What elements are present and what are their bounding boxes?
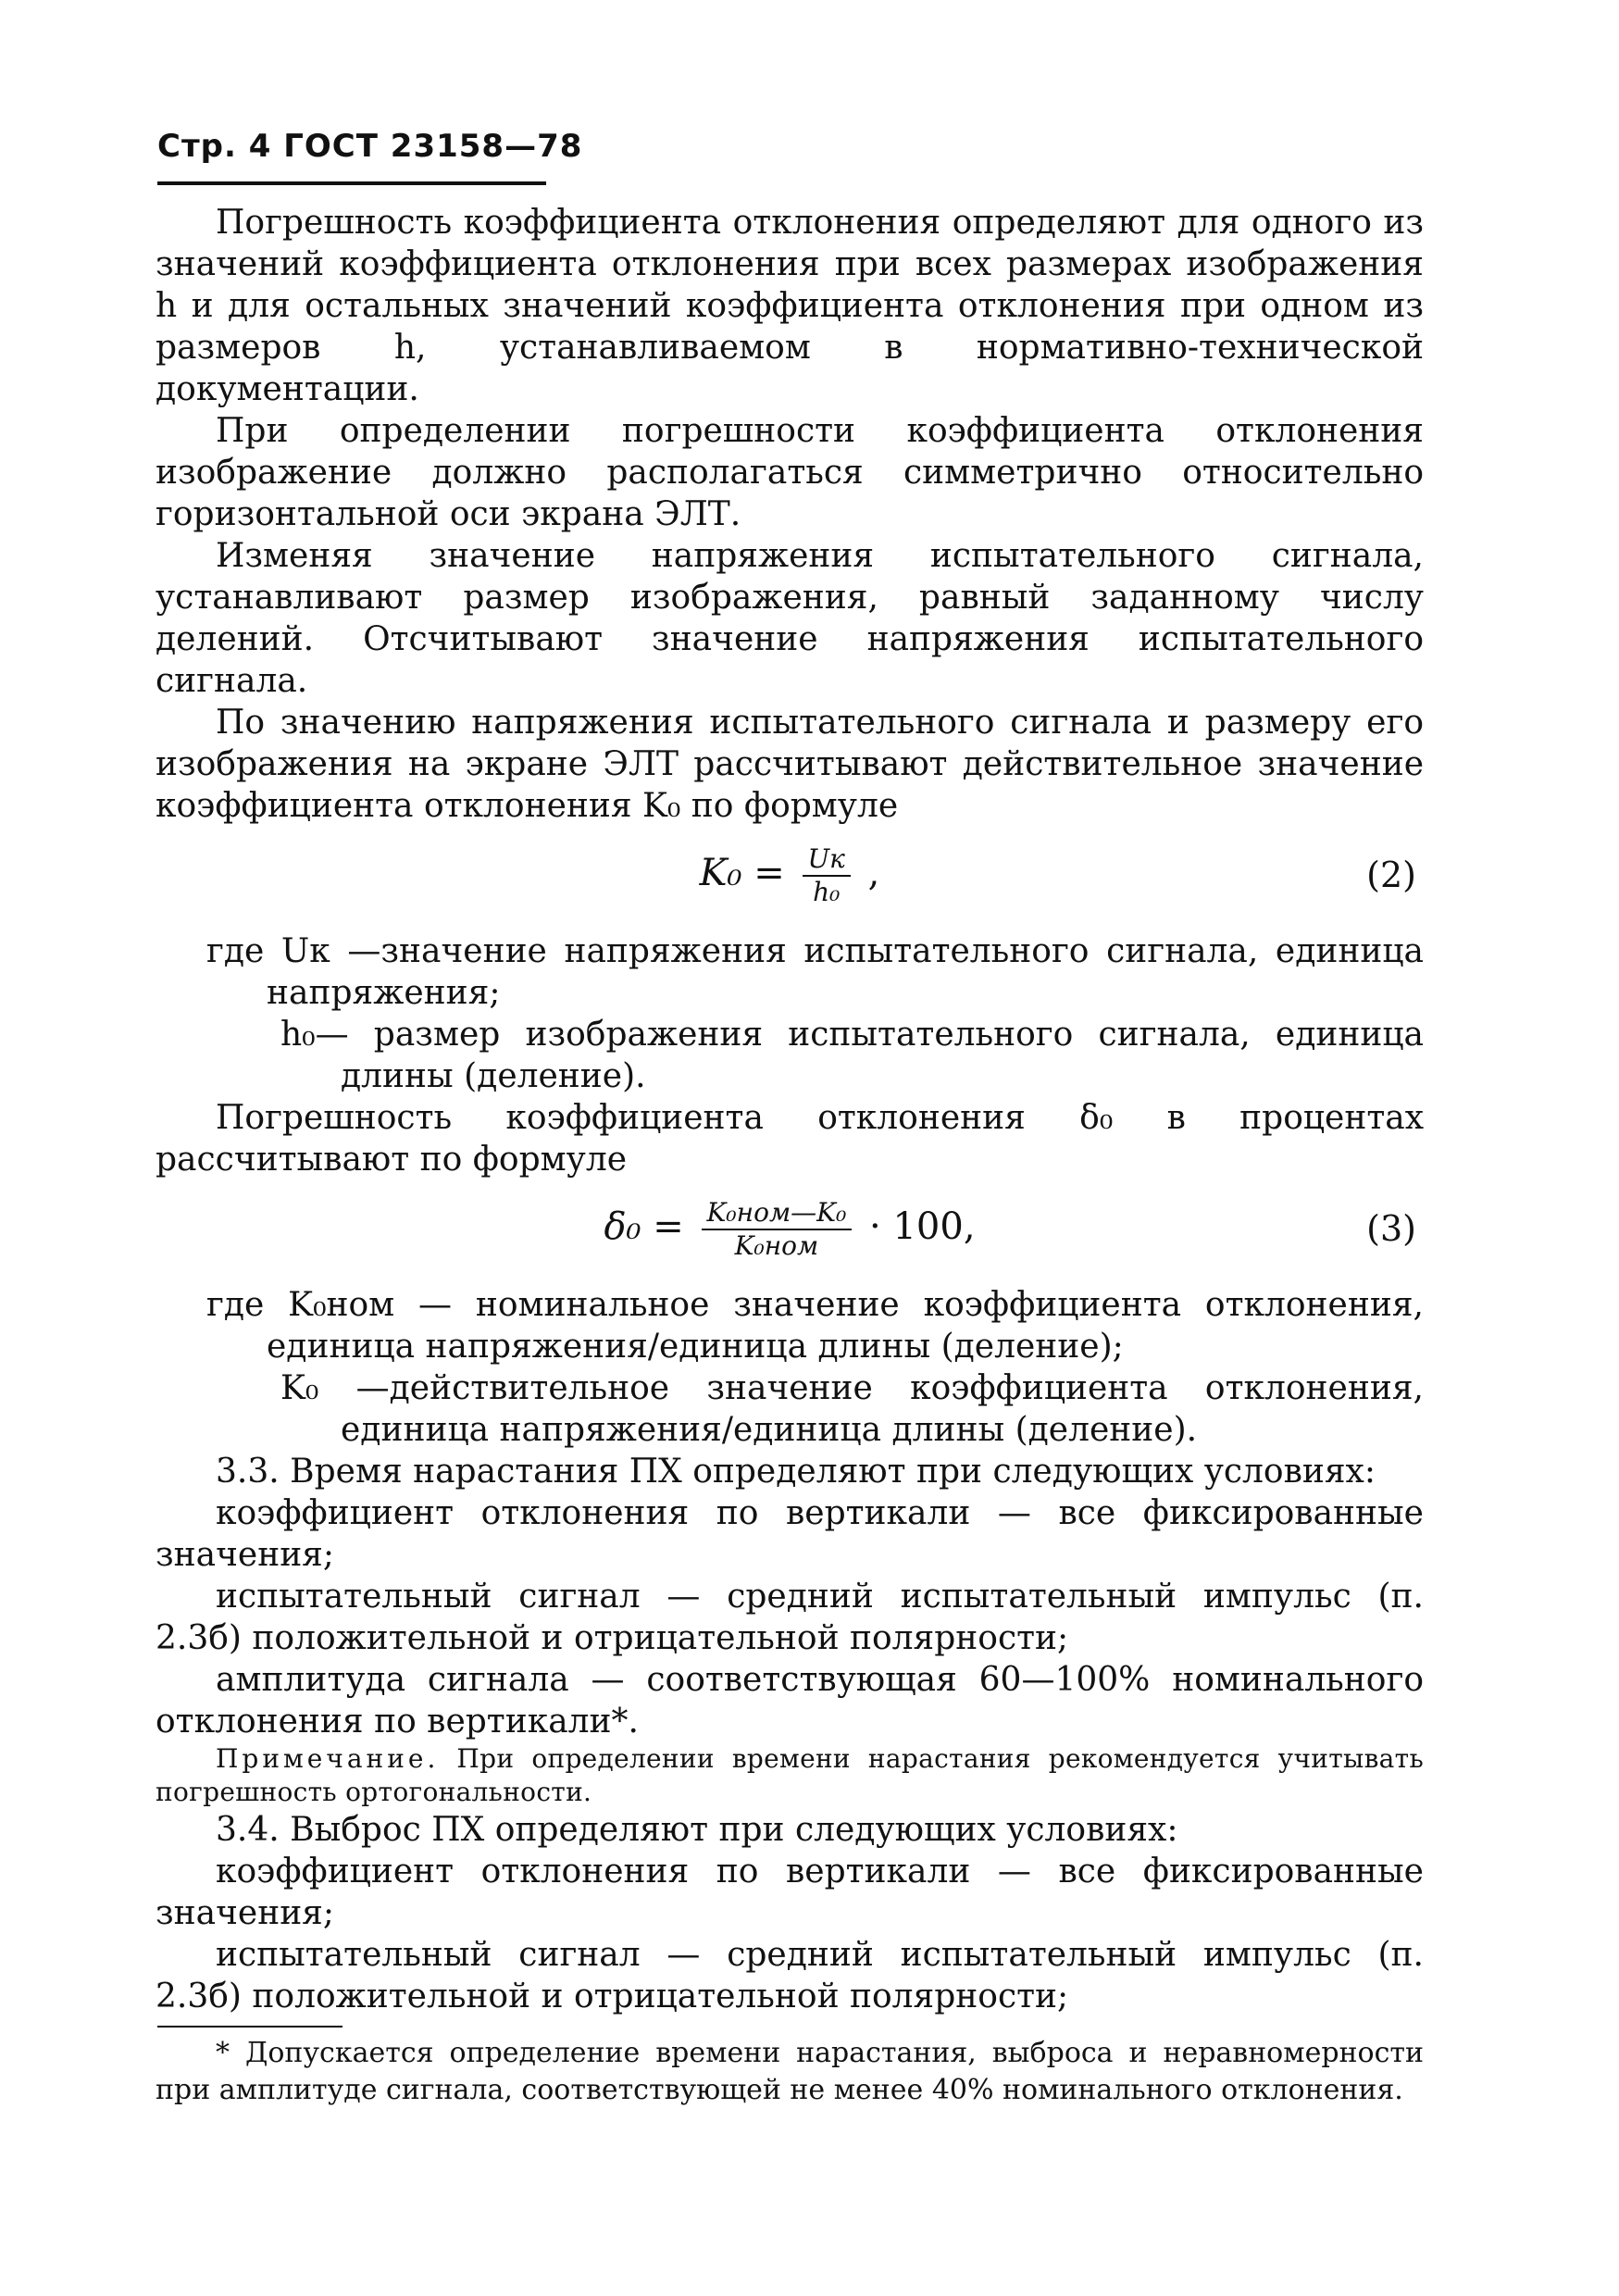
paragraph-1: Погрешность коэффициента отклонения определяют для одного из значений коэффициента отклонения при всех размерах изображения h и для остальных значений коэффициента отклонения при одном из размеров h, устанавливаемом в нормативно-технической документации. (156, 204, 1424, 408)
footnote: * Допускается определение времени нарастания, выброса и неравномерности при амплитуде сигнала, соответствующей не менее 40% номинального отклонения. (156, 2037, 1424, 2106)
definition-knom: где K₀ном — номинальное значение коэффициента отклонения, единица напряжения/единица длины (деление); (206, 1286, 1424, 1366)
footnote-rule (157, 2026, 342, 2028)
document-body (156, 202, 1424, 2017)
note-label: Примечание. (216, 1743, 440, 1774)
paragraph-5: Погрешность коэффициента отклонения δ₀ в процентах рассчитывают по формуле (156, 1099, 1424, 1179)
section-3-4-condition-b: испытательный сигнал — средний испытательный импульс (п. 2.3б) положительной и отрицательной полярности; (156, 1936, 1424, 2015)
formula-2-tail: , (867, 852, 880, 894)
formula-3-denominator: K₀ном (734, 1230, 819, 1261)
formula-3-lhs: δ₀ = (604, 1205, 684, 1248)
section-3-3-condition-b: испытательный сигнал — средний испытательный импульс (п. 2.3б) положительной и отрицательной полярности; (156, 1578, 1424, 1657)
formula-3-tail: · 100, (869, 1205, 976, 1248)
formula-2-number: (2) (1366, 855, 1416, 895)
formula-3-fraction (702, 1197, 853, 1262)
definition-k0: K₀ —действительное значение коэффициента отклонения, единица напряжения/единица длины (деление). (280, 1369, 1424, 1449)
page-header: Стр. 4 ГОСТ 23158—78 (157, 128, 583, 165)
header-rule (157, 181, 546, 185)
definition-uk: где Uк —значение напряжения испытательного сигнала, единица напряжения; (206, 932, 1424, 1012)
note-text: При определении времени нарастания рекомендуется учитывать погрешность ортогональности. (156, 1743, 1424, 1807)
section-3-3-condition-c: амплитуда сигнала — соответствующая 60—100% номинального отклонения по вертикали*. (156, 1661, 1424, 1741)
formula-2-denominator: h₀ (813, 877, 841, 907)
definition-h0: h₀— размер изображения испытательного сигнала, единица длины (деление). (280, 1016, 1424, 1095)
paragraph-3: Изменяя значение напряжения испытательного сигнала, устанавливают размер изображения, равный заданному числу делений. Отсчитывают значение напряжения испытательного сигнала. (156, 537, 1424, 700)
formula-3-number: (3) (1366, 1208, 1416, 1249)
formula-2-numerator: Uк (803, 843, 851, 877)
section-3-4: 3.4. Выброс ПХ определяют при следующих условиях: (216, 1811, 1178, 1849)
section-3-3: 3.3. Время нарастания ПХ определяют при следующих условиях: (216, 1453, 1376, 1491)
formula-3-numerator: K₀ном—K₀ (702, 1197, 853, 1230)
paragraph-4: По значению напряжения испытательного сигнала и размеру его изображения на экране ЭЛТ рассчитывают действительное значение коэффициента отклонения K₀ по формуле (156, 704, 1424, 825)
formula-2-lhs: K₀ = (699, 852, 785, 894)
section-3-4-condition-a: коэффициент отклонения по вертикали — все фиксированные значения; (156, 1853, 1424, 1932)
paragraph-2: При определении погрешности коэффициента отклонения изображение должно располагаться симметрично относительно горизонтальной оси экрана ЭЛТ. (156, 412, 1424, 533)
note (156, 1742, 1424, 1809)
section-3-3-condition-a: коэффициент отклонения по вертикали — все фиксированные значения; (156, 1494, 1424, 1574)
formula-3 (156, 1180, 1424, 1284)
formula-2-fraction (803, 843, 851, 908)
formula-2 (156, 827, 1424, 930)
